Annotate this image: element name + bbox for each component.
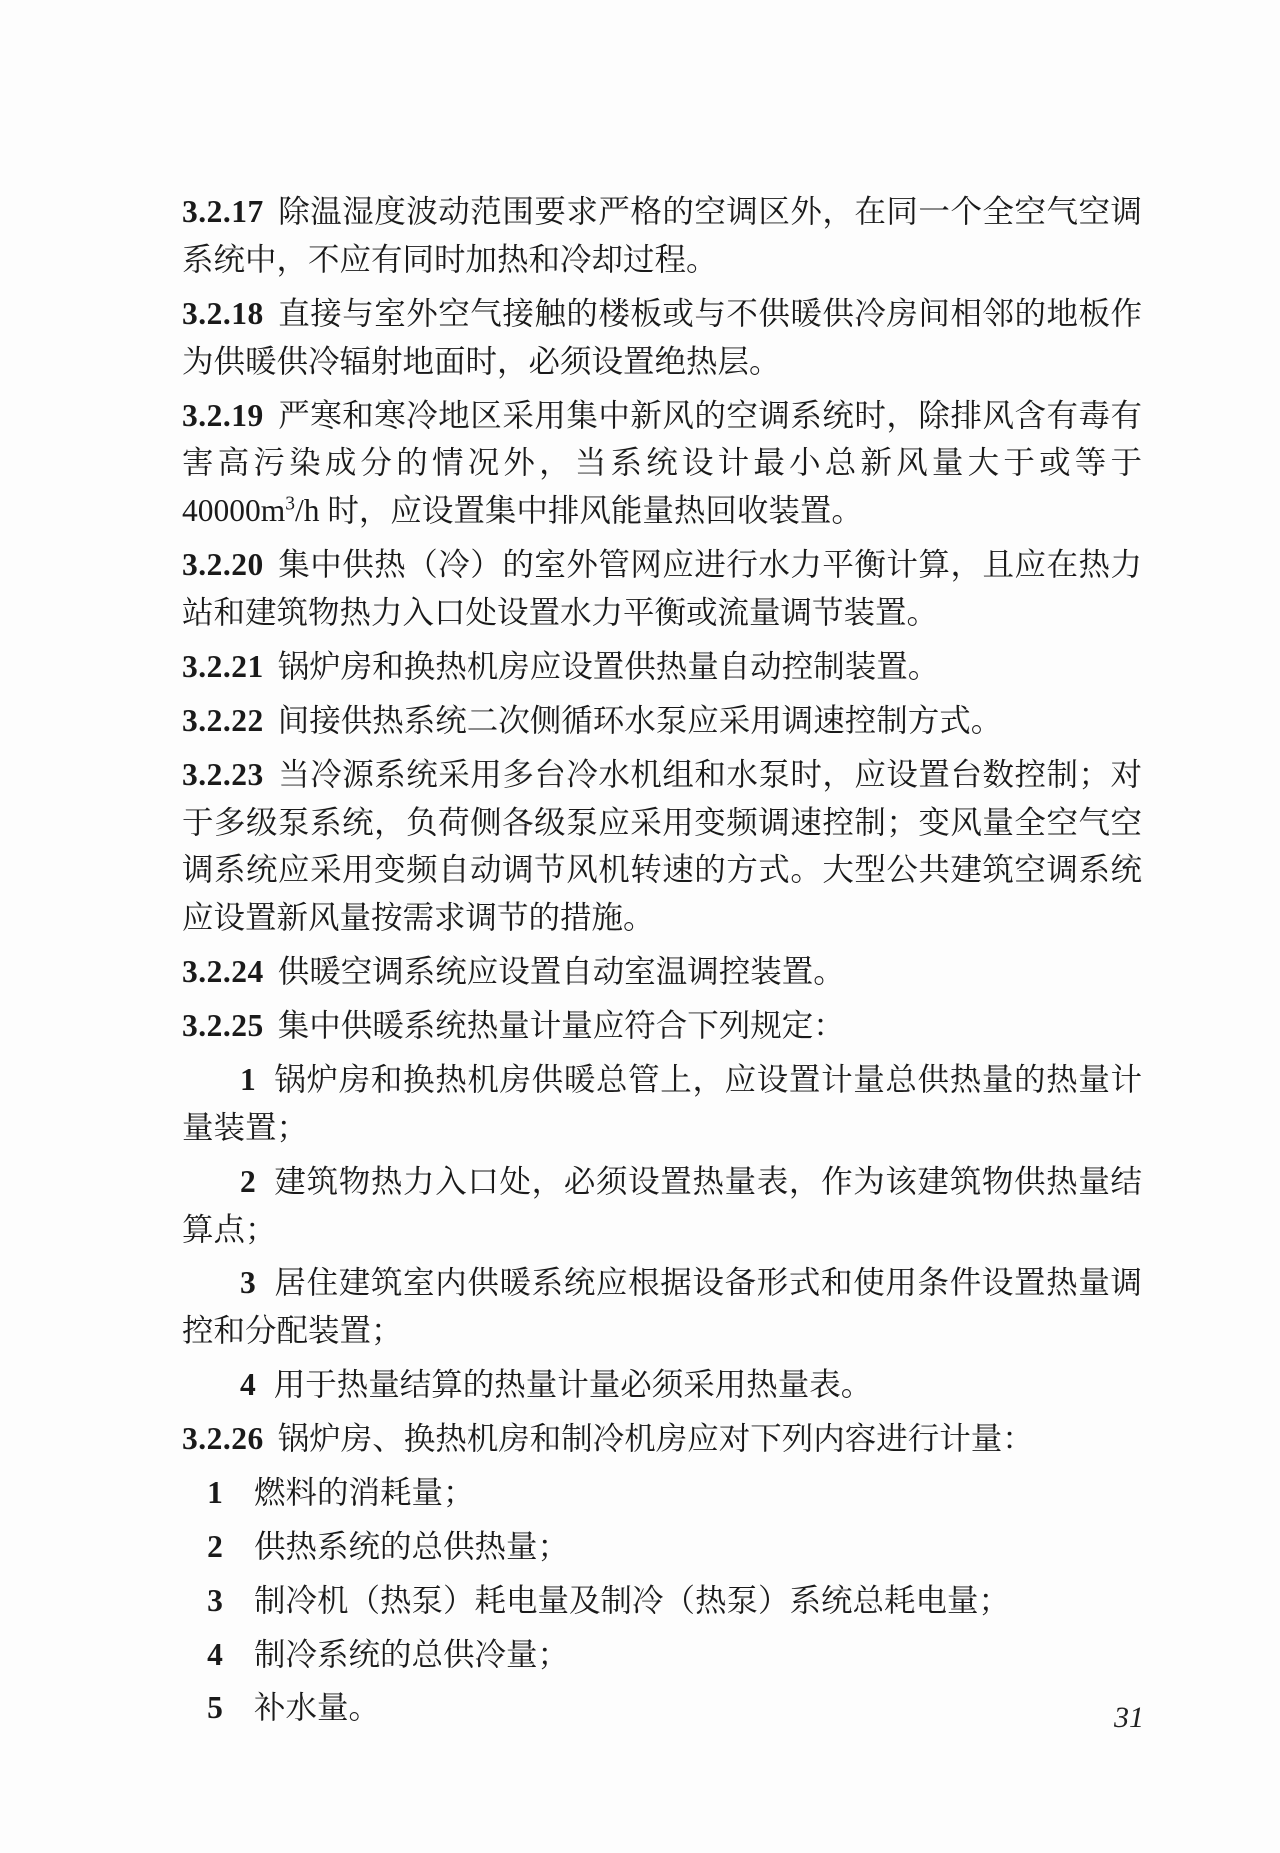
list-item-number: 3 [240,1265,256,1301]
unit-exponent: 3 [285,493,296,515]
list-item [182,1523,1142,1571]
clause-text-part2: /h 时，应设置集中排风能量热回收装置。 [295,493,863,529]
list-item [182,1361,1142,1409]
clause-text: 供暖空调系统应设置自动室温调控装置。 [277,954,845,990]
list-item-number: 2 [207,1528,223,1564]
clause-number: 3.2.19 [182,397,264,433]
list-item-number: 1 [240,1061,256,1097]
clause-3-2-26 [182,1415,1142,1463]
list-item-number: 2 [240,1163,256,1199]
list-item-number: 4 [207,1636,223,1672]
page-content [182,188,1142,1738]
list-item [182,1259,1142,1355]
page-number: 31 [1114,1701,1144,1734]
clause-number: 3.2.23 [182,756,264,792]
clause-number: 3.2.24 [182,954,264,990]
list-item-label: 供热系统的总供热量； [254,1528,570,1564]
clause-text: 当冷源系统采用多台冷水机组和水泵时，应设置台数控制；对于多级泵系统，负荷侧各级泵应采用变频调速控制；变风量全空气空调系统应采用变频自动调节风机转速的方式。大型公共建筑空调系统应设置新风量按需求调节的措施。 [182,756,1142,936]
list-item-label: 制冷机（热泵）耗电量及制冷（热泵）系统总耗电量； [254,1582,1011,1618]
clause-text: 集中供暖系统热量计量应符合下列规定： [277,1008,845,1043]
clause-3-2-25 [182,1002,1142,1050]
list-item-label: 用于热量结算的热量计量必须采用热量表。 [273,1367,873,1403]
clause-text: 锅炉房和换热机房应设置供热量自动控制装置。 [277,648,940,684]
list-item [182,1469,1142,1517]
list-item-label: 建筑物热力入口处，必须设置热量表，作为该建筑物供热量结算点； [182,1163,1142,1247]
list-item [182,1158,1142,1254]
list-item-number: 4 [240,1367,256,1403]
clause-3-2-21 [182,643,1142,691]
clause-number: 3.2.17 [182,194,264,229]
clause-3-2-20 [182,541,1142,637]
list-item-number: 3 [207,1582,223,1618]
clause-number: 3.2.20 [182,547,264,583]
list-item [182,1056,1142,1152]
list-item-label: 锅炉房和换热机房供暖总管上，应设置计量总供热量的热量计量装置； [182,1061,1142,1145]
clause-3-2-24 [182,948,1142,996]
clause-3-2-22 [182,697,1142,745]
clause-number: 3.2.22 [182,702,264,738]
list-item-label: 制冷系统的总供冷量； [254,1636,570,1672]
clause-number: 3.2.21 [182,648,264,684]
clause-3-2-19 [182,392,1142,536]
clause-text: 集中供热（冷）的室外管网应进行水力平衡计算，且应在热力站和建筑物热力入口处设置水力平衡或流量调节装置。 [182,547,1142,630]
list-item [182,1577,1142,1625]
clause-text: 锅炉房、换热机房和制冷机房应对下列内容进行计量： [277,1421,1034,1456]
list-item-label: 补水量。 [254,1690,381,1726]
clause-text: 直接与室外空气接触的楼板或与不供暖供冷房间相邻的地板作为供暖供冷辐射地面时，必须设置绝热层。 [182,295,1142,379]
list-item [182,1684,1142,1732]
list-item [182,1631,1142,1679]
list-item-number: 1 [207,1474,223,1510]
clause-3-2-18 [182,290,1142,386]
clause-3-2-17 [182,188,1142,284]
clause-3-2-23 [182,751,1142,943]
clause-number: 3.2.18 [182,295,264,331]
list-item-number: 5 [207,1690,223,1726]
list-item-label: 居住建筑室内供暖系统应根据设备形式和使用条件设置热量调控和分配装置； [182,1265,1142,1349]
clause-number: 3.2.26 [182,1421,264,1456]
clause-text: 除温湿度波动范围要求严格的空调区外，在同一个全空气空调系统中，不应有同时加热和冷却过程。 [182,194,1142,277]
clause-number: 3.2.25 [182,1008,264,1043]
list-item-label: 燃料的消耗量； [254,1474,475,1510]
clause-text-part1: 严寒和寒冷地区采用集中新风的空调系统时，除排风含有毒有害高污染成分的情况外，当系统设计最小总新风量大于或等于 40000m [182,397,1142,529]
clause-text: 间接供热系统二次侧循环水泵应采用调速控制方式。 [277,702,1003,738]
